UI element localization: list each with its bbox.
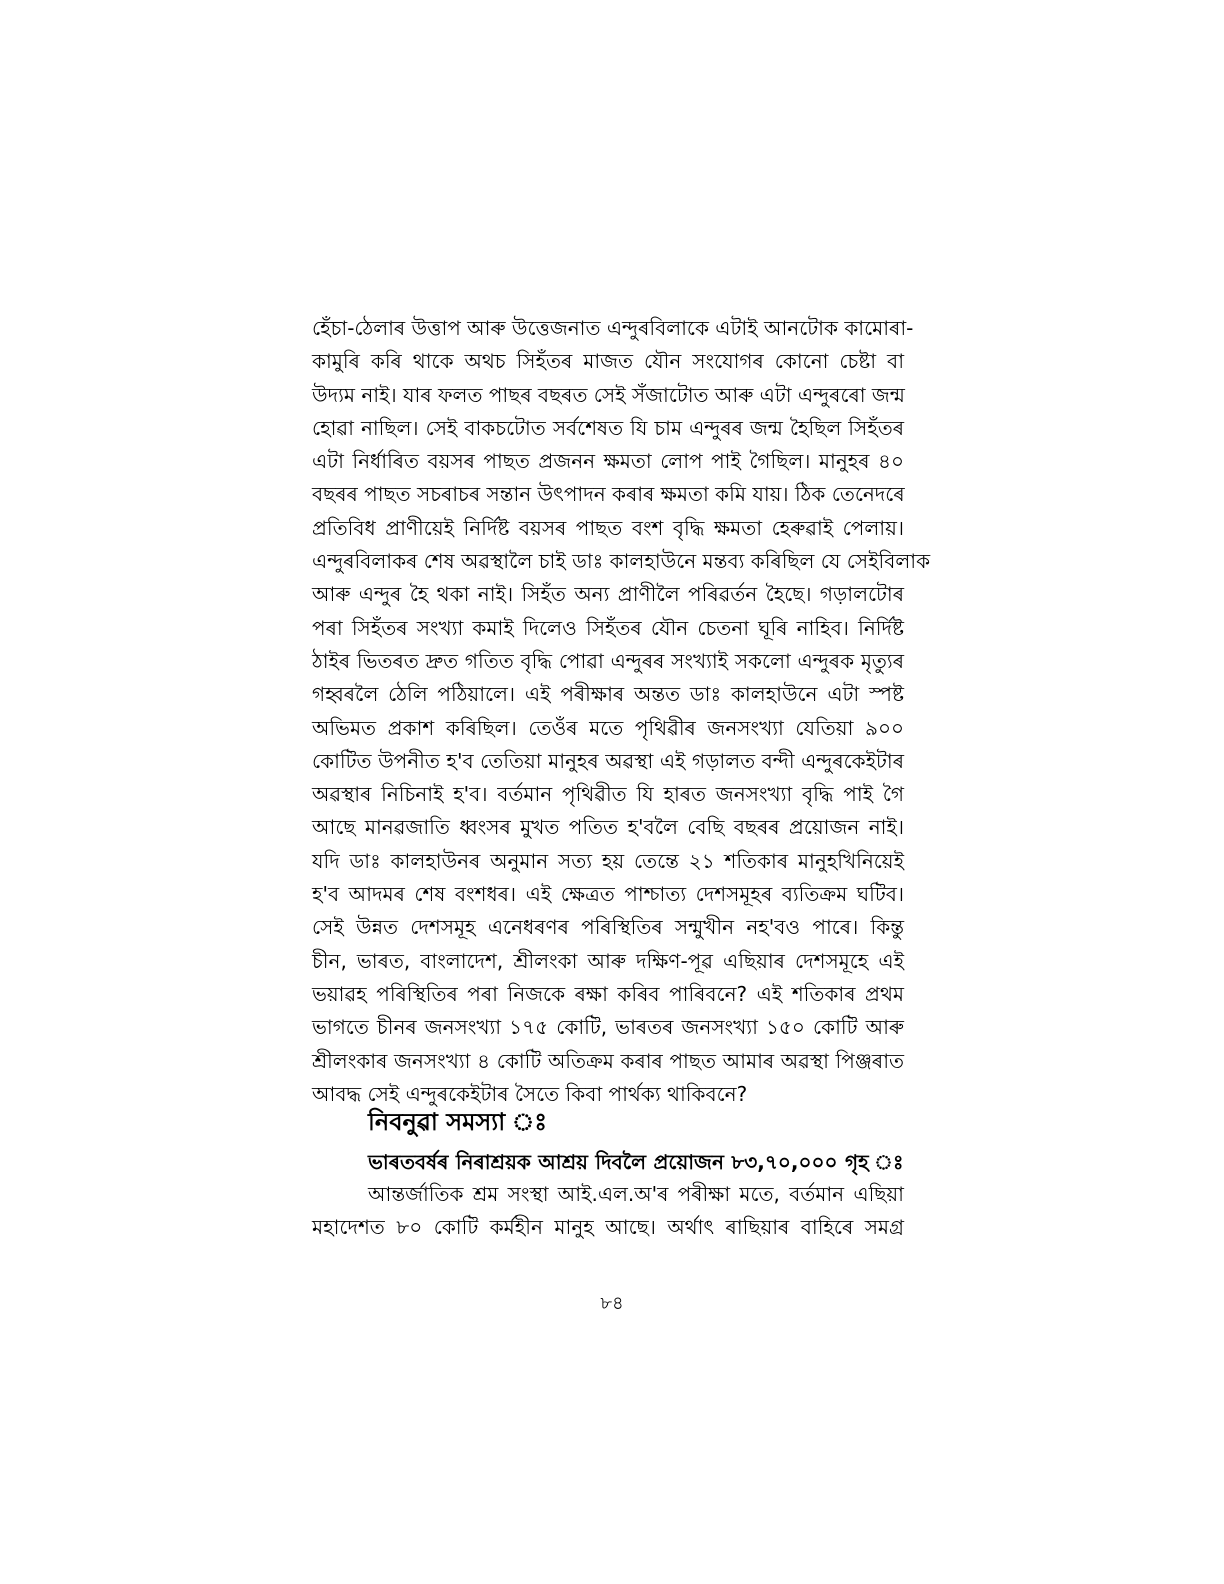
text-line: হ'ব আদমৰ শেষ বংশধৰ। এই ক্ষেত্ৰত পাশ্চাত্য দেশসমূহৰ ব্যতিক্ৰম ঘটিব। [312, 882, 904, 907]
text-line: এটা নিৰ্ধাৰিত বয়সৰ পাছত প্ৰজনন ক্ষমতা লোপ পাই গৈছিল। মানুহৰ ৪০ [312, 449, 904, 474]
text-line: হোৱা নাছিল। সেই বাকচটোত সৰ্বশেষত যি চাম এন্দুৰৰ জন্ম হৈছিল সিহঁতৰ [312, 415, 904, 440]
text-line: কোটিত উপনীত হ'ব তেতিয়া মানুহৰ অৱস্থা এই গড়ালত বন্দী এন্দুৰকেইটাৰ [312, 748, 904, 773]
text-line: পৰা সিহঁতৰ সংখ্যা কমাই দিলেও সিহঁতৰ যৌন চেতনা ঘূৰি নাহিব। নিৰ্দিষ্ট [312, 615, 904, 640]
text-line: অৱস্থাৰ নিচিনাই হ'ব। বৰ্তমান পৃথিৱীত যি হাৰত জনসংখ্যা বৃদ্ধি পাই গৈ [312, 782, 904, 807]
text-line: শ্ৰীলংকাৰ জনসংখ্যা ৪ কোটি অতিক্ৰম কৰাৰ পাছত আমাৰ অৱস্থা পিঞ্জৰাত [312, 1048, 904, 1073]
text-line: হেঁচা-ঠেলাৰ উত্তাপ আৰু উত্তেজনাত এন্দুৰবিলাকে এটাই আনটোক কামোৰা- [312, 316, 914, 340]
text-line: মহাদেশত ৮০ কোটি কৰ্মহীন মানুহ আছে। অৰ্থাৎ ৰাছিয়াৰ বাহিৰে সমগ্ৰ [312, 1215, 904, 1240]
text-line: ভাগতে চীনৰ জনসংখ্যা ১৭৫ কোটি, ভাৰতৰ জনসংখ্যা ১৫০ কোটি আৰু [312, 1015, 904, 1040]
text-line: ভয়াৱহ পৰিস্থিতিৰ পৰা নিজকে ৰক্ষা কৰিব পাৰিবনে? এই শতিকাৰ প্ৰথম [312, 981, 904, 1006]
text-line: আন্তৰ্জাতিক শ্ৰম সংস্থা আই.এল.অ'ৰ পৰীক্ষা মতে, বৰ্তমান এছিয়া [368, 1182, 904, 1206]
text-line: ঠাইৰ ভিতৰত দ্ৰুত গতিত বৃদ্ধি পোৱা এন্দুৰৰ সংখ্যাই সকলো এন্দুৰক মৃত্যুৰ [312, 648, 904, 673]
text-line: যদি ডাঃ কালহাউনৰ অনুমান সত্য হয় তেন্তে ২১ শতিকাৰ মানুহখিনিয়েই [312, 848, 904, 873]
text-line: আবদ্ধ সেই এন্দুৰকেইটাৰ সৈতে কিবা পাৰ্থক্য থাকিবনে? [312, 1081, 748, 1106]
text-line: আছে মানৱজাতি ধ্বংসৰ মুখত পতিত হ'বলৈ বেছি বছৰৰ প্ৰয়োজন নাই। [312, 815, 904, 840]
page-number: ৮৪ [600, 1293, 624, 1314]
section-subheading: ভাৰতবৰ্ষৰ নিৰাশ্ৰয়ক আশ্ৰয় দিবলৈ প্ৰয়োজন ৮৩,৭০,০০০ গৃহ ঃ [368, 1150, 904, 1174]
text-line: আৰু এন্দুৰ হৈ থকা নাই। সিহঁত অন্য প্ৰাণীলৈ পৰিৱৰ্তন হৈছে। গড়ালটোৰ [312, 582, 904, 607]
text-line: প্ৰতিবিধ প্ৰাণীয়েই নিৰ্দিষ্ট বয়সৰ পাছত বংশ বৃদ্ধি ক্ষমতা হেৰুৱাই পেলায়। [312, 515, 904, 540]
body-paragraph [312, 312, 931, 1111]
text-line: অভিমত প্ৰকাশ কৰিছিল। তেওঁৰ মতে পৃথিৱীৰ জনসংখ্যা যেতিয়া ৯০০ [312, 715, 904, 740]
text-line: বছৰৰ পাছত সচৰাচৰ সন্তান উৎপাদন কৰাৰ ক্ষমতা কমি যায়। ঠিক তেনেদৰে [312, 482, 905, 507]
section-heading: নিবনুৱা সমস্যা ঃ [368, 1108, 548, 1136]
text-line: এন্দুৰবিলাকৰ শেষ অৱস্থালৈ চাই ডাঃ কালহাউনে মন্তব্য কৰিছিল যে সেইবিলাক [312, 549, 931, 574]
text-line: উদ্যম নাই। যাৰ ফলত পাছৰ বছৰত সেই সঁজাটোত আৰু এটা এন্দুৰৰো জন্ম [312, 382, 905, 407]
body-paragraph-2 [312, 1178, 904, 1245]
text-line: চীন, ভাৰত, বাংলাদেশ, শ্ৰীলংকা আৰু দক্ষিণ-পূৱ এছিয়াৰ দেশসমূহে এই [312, 948, 904, 973]
text-line: সেই উন্নত দেশসমূহ এনেধৰণৰ পৰিস্থিতিৰ সন্মুখীন নহ'বও পাৰে। কিন্তু [312, 915, 904, 940]
text-line: কামুৰি কৰি থাকে অথচ সিহঁতৰ মাজত যৌন সংযোগৰ কোনো চেষ্টা বা [312, 349, 904, 374]
text-line: গহ্বৰলৈ ঠেলি পঠিয়ালে। এই পৰীক্ষাৰ অন্তত ডাঃ কালহাউনে এটা স্পষ্ট [312, 682, 904, 707]
